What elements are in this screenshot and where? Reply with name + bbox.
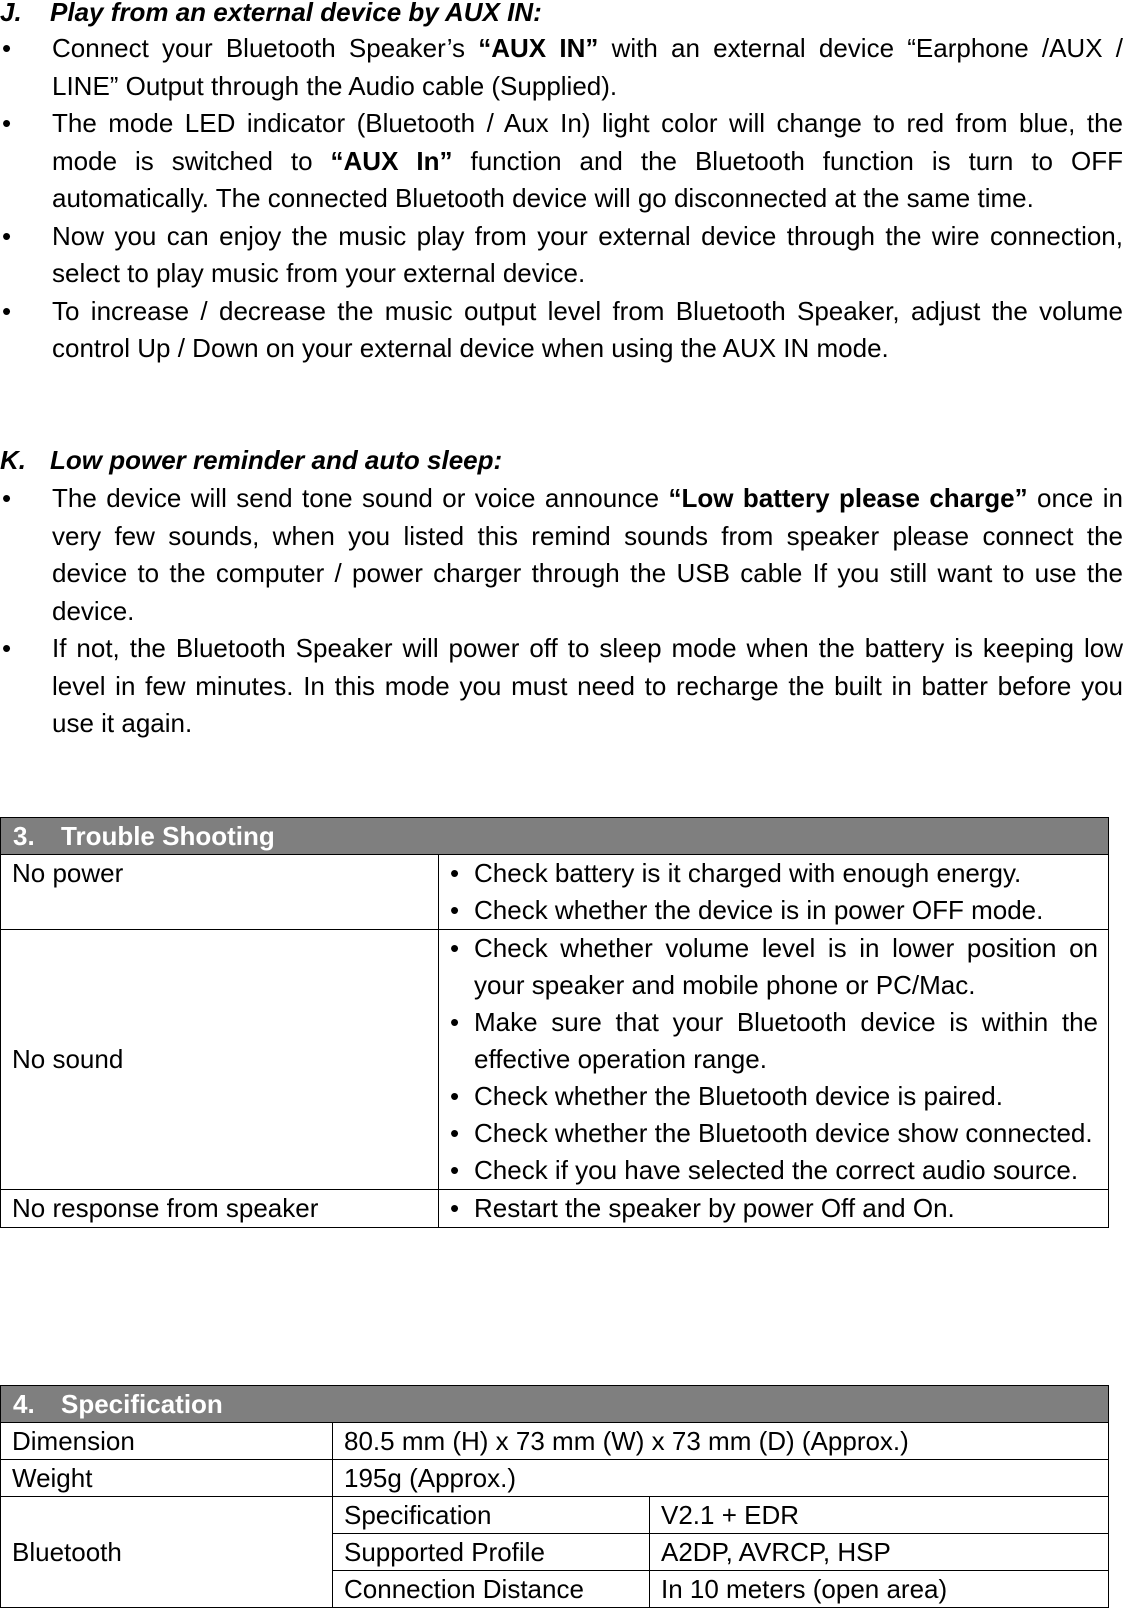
issue-cell: No response from speaker	[1, 1190, 439, 1228]
solution-item: • Make sure that your Bluetooth device is within the effective operation range.	[450, 1004, 1098, 1078]
solution-item: • Check whether the Bluetooth device show connected.	[450, 1115, 1098, 1152]
solution-item: • Check if you have selected the correct audio source.	[450, 1152, 1098, 1189]
list-item: • Connect your Bluetooth Speaker’s “AUX IN” with an external device “Earphone /AUX / LINE” Output through the Audio cable (Supplied).	[0, 30, 1123, 105]
bullet-icon: •	[2, 220, 12, 251]
section-j-list	[0, 30, 1123, 368]
bullet-icon: •	[450, 1081, 460, 1111]
bullet-icon: •	[2, 295, 12, 326]
bullet-icon: •	[450, 1118, 460, 1148]
table-header-row	[1, 1386, 1109, 1423]
section-j-title: Play from an external device by AUX IN:	[50, 0, 542, 27]
table-row	[1, 1497, 1109, 1534]
bullet-icon: •	[2, 33, 12, 63]
solution-item: • Check whether volume level is in lower position on your speaker and mobile phone or PC/Mac.	[450, 930, 1098, 1004]
spec-sublabel: Supported Profile	[333, 1534, 650, 1571]
table-row	[1, 855, 1109, 930]
specification-table	[0, 1385, 1109, 1608]
section-k-label: K.	[0, 445, 26, 475]
bullet-icon: •	[2, 483, 12, 513]
section-j-label: J.	[0, 0, 22, 27]
trouble-shooting-table	[0, 817, 1109, 1228]
bullet-icon: •	[2, 108, 12, 138]
section-number: 4.	[13, 1389, 35, 1419]
spec-label: Weight	[1, 1460, 333, 1497]
section-k-list	[0, 480, 1123, 743]
spec-label: Dimension	[1, 1423, 333, 1460]
spec-value: 80.5 mm (H) x 73 mm (W) x 73 mm (D) (Approx.)	[333, 1423, 1109, 1460]
solution-cell	[439, 930, 1109, 1190]
list-item: • If not, the Bluetooth Speaker will power off to sleep mode when the battery is keeping low level in few minutes. In this mode you must need to recharge the built in batter before you use it again.	[0, 630, 1123, 743]
solution-item: • Check whether the device is in power OFF mode.	[450, 892, 1098, 929]
section-k-title: Low power reminder and auto sleep:	[50, 445, 503, 475]
solution-item: • Check whether the Bluetooth device is paired.	[450, 1078, 1098, 1115]
spec-sublabel: Connection Distance	[333, 1571, 650, 1608]
bullet-icon: •	[450, 895, 460, 925]
solution-cell	[439, 855, 1109, 930]
section-j-heading	[0, 0, 542, 30]
bullet-icon: •	[450, 1007, 460, 1037]
bullet-icon: •	[450, 1193, 460, 1223]
list-item: • Now you can enjoy the music play from your external device through the wire connection, select to play music from your external device.	[0, 218, 1123, 293]
solution-item: • Check battery is it charged with enough energy.	[450, 855, 1098, 892]
table-row	[1, 1460, 1109, 1497]
list-item: • To increase / decrease the music output level from Bluetooth Speaker, adjust the volume control Up / Down on your external device when using the AUX IN mode.	[0, 293, 1123, 368]
spec-value: A2DP, AVRCP, HSP	[650, 1534, 1109, 1571]
issue-cell: No power	[1, 855, 439, 930]
table-row	[1, 1190, 1109, 1228]
list-item: • The device will send tone sound or voice announce “Low battery please charge” once in very few sounds, when you listed this remind sounds from speaker please connect the device to the computer / power charger through the USB cable If you still want to use the device.	[0, 480, 1123, 630]
spec-value: 195g (Approx.)	[333, 1460, 1109, 1497]
specification-header	[1, 1386, 1109, 1423]
list-item: • The mode LED indicator (Bluetooth / Aux In) light color will change to red from blue, the mode is switched to “AUX In” function and the Bluetooth function is turn to OFF automatically. The connected Bluetooth device will go disconnected at the same time.	[0, 105, 1123, 218]
solution-cell	[439, 1190, 1109, 1228]
solution-item: • Restart the speaker by power Off and On.	[450, 1190, 1098, 1227]
spec-value: In 10 meters (open area)	[650, 1571, 1109, 1608]
section-number: 3.	[13, 821, 35, 851]
spec-sublabel: Specification	[333, 1497, 650, 1534]
trouble-shooting-header	[1, 818, 1109, 855]
table-title: Trouble Shooting	[61, 821, 275, 851]
spec-label: Bluetooth	[1, 1497, 333, 1608]
bullet-icon: •	[2, 633, 12, 663]
section-k-heading	[0, 442, 502, 478]
bullet-icon: •	[450, 933, 460, 963]
table-row	[1, 930, 1109, 1190]
table-row	[1, 1423, 1109, 1460]
issue-cell: No sound	[1, 930, 439, 1190]
spec-value: V2.1 + EDR	[650, 1497, 1109, 1534]
bullet-icon: •	[450, 1155, 460, 1185]
table-header-row	[1, 818, 1109, 855]
table-title: Specification	[61, 1389, 223, 1419]
bullet-icon: •	[450, 858, 460, 888]
